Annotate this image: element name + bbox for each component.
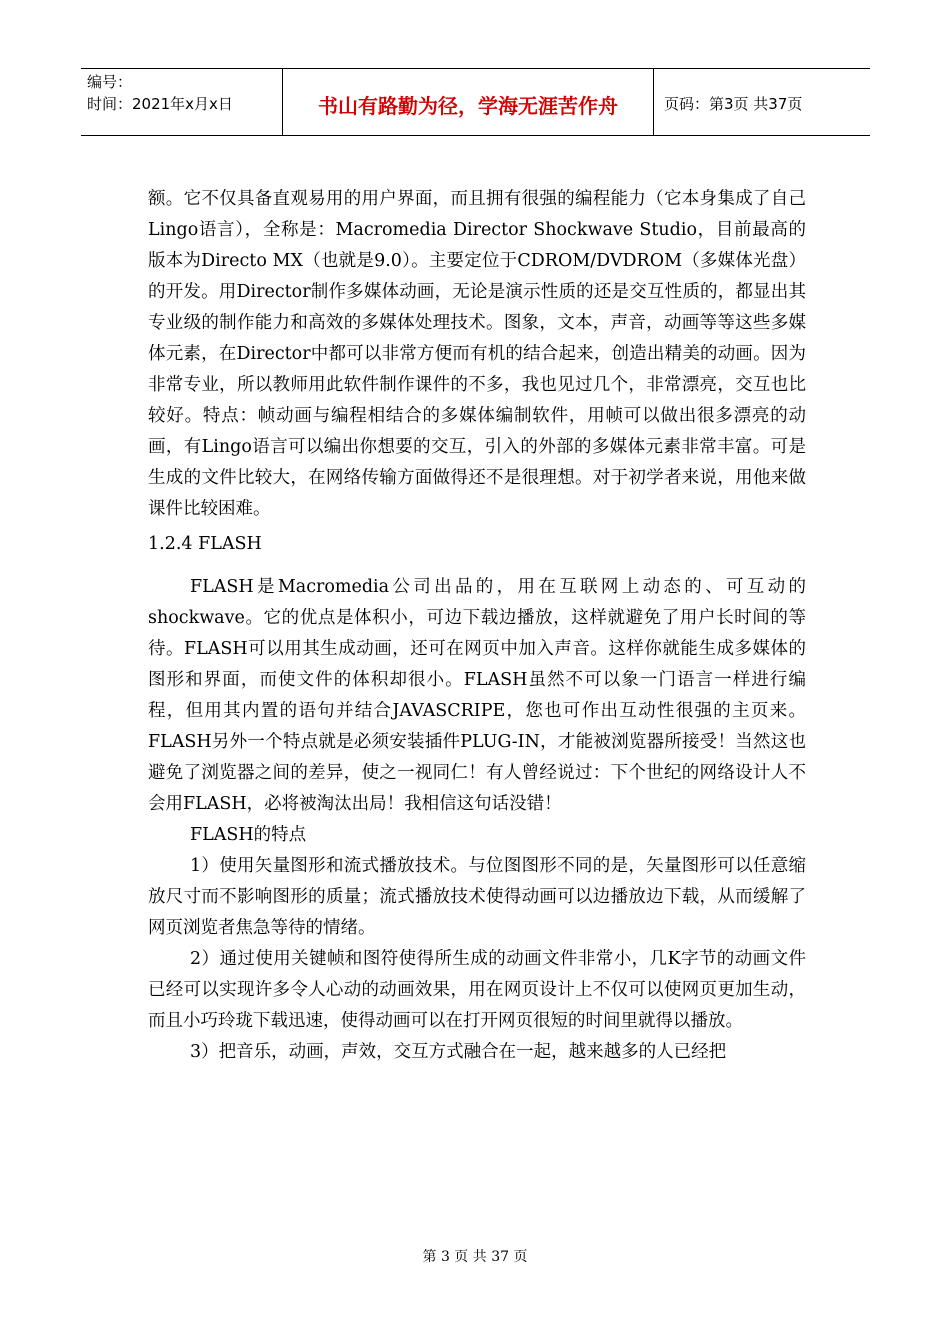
document-date-label: 时间：2021年x月x日 bbox=[87, 95, 233, 113]
document-number-label: 编号： bbox=[87, 73, 133, 91]
paragraph-director: 额。它不仅具备直观易用的用户界面，而且拥有很强的编程能力（它本身集成了自己Lingo语言），全称是：Macromedia Director Shockwave Studio，目前最高的版本为Directo MX（也就是9.0）。主要定位于CDROM/DVDROM（多媒体光盘）的开发。用Director制作多媒体动画，无论是演示性质的还是交互性质的，都显出其专业级的制作能力和高效的多媒体处理技术。图象，文本，声音，动画等等这些多媒体元素，在Director中都可以非常方便而有机的结合起来，创造出精美的动画。因为非常专业，所以教师用此软件制作课件的不多，我也见过几个，非常漂亮，交互也比较好。特点：帧动画与编程相结合的多媒体编制软件，用帧可以做出很多漂亮的动画，有Lingo语言可以编出你想要的交互，引入的外部的多媒体元素非常丰富。可是生成的文件比较大，在网络传输方面做得还不是很理想。对于初学者来说，用他来做课件比较困难。 bbox=[148, 189, 806, 519]
header-page-info: 页码：第3页 共37页 bbox=[664, 94, 803, 113]
page-header bbox=[81, 68, 870, 136]
feature-item-3: 3）把音乐，动画，声效，交互方式融合在一起，越来越多的人已经把 bbox=[190, 1042, 727, 1062]
page-footer: 第 3 页 共 37 页 bbox=[422, 1249, 528, 1265]
header-meta-cell bbox=[81, 69, 283, 135]
paragraph-flash-intro: FLASH是Macromedia公司出品的，用在互联网上动态的、可互动的shockwave。它的优点是体积小，可边下载边播放，这样就避免了用户长时间的等待。FLASH可以用其生成动画，还可在网页中加入声音。这样你就能生成多媒体的图形和界面，而使文件的体积却很小。FLASH虽然不可以象一门语言一样进行编程，但用其内置的语句并结合JAVASCRIPE，您也可作出互动性很强的主页来。FLASH另外一个特点就是必须安装插件PLUG-IN，才能被浏览器所接受！当然这也避免了浏览器之间的差异，使之一视同仁！有人曾经说过：下个世纪的网络设计人不会用FLASH，必将被淘汰出局！我相信这句话没错！ bbox=[148, 577, 806, 814]
feature-item-1: 1）使用矢量图形和流式播放技术。与位图图形不同的是，矢量图形可以任意缩放尺寸而不影响图形的质量；流式播放技术使得动画可以边播放边下载，从而缓解了网页浏览者焦急等待的情绪。 bbox=[148, 856, 806, 938]
document-body bbox=[148, 184, 806, 1068]
feature-item-2: 2）通过使用关键帧和图符使得所生成的动画文件非常小，几K字节的动画文件已经可以实现许多令人心动的动画效果，用在网页设计上不仅可以使网页更加生动，而且小巧玲珑下载迅速，使得动画可以在打开网页很短的时间里就得以播放。 bbox=[148, 949, 806, 1031]
header-motto: 书山有路勤为径，学海无涯苦作舟 bbox=[283, 69, 654, 135]
features-title: FLASH的特点 bbox=[190, 825, 307, 845]
section-heading: 1.2.4 FLASH bbox=[148, 534, 262, 554]
